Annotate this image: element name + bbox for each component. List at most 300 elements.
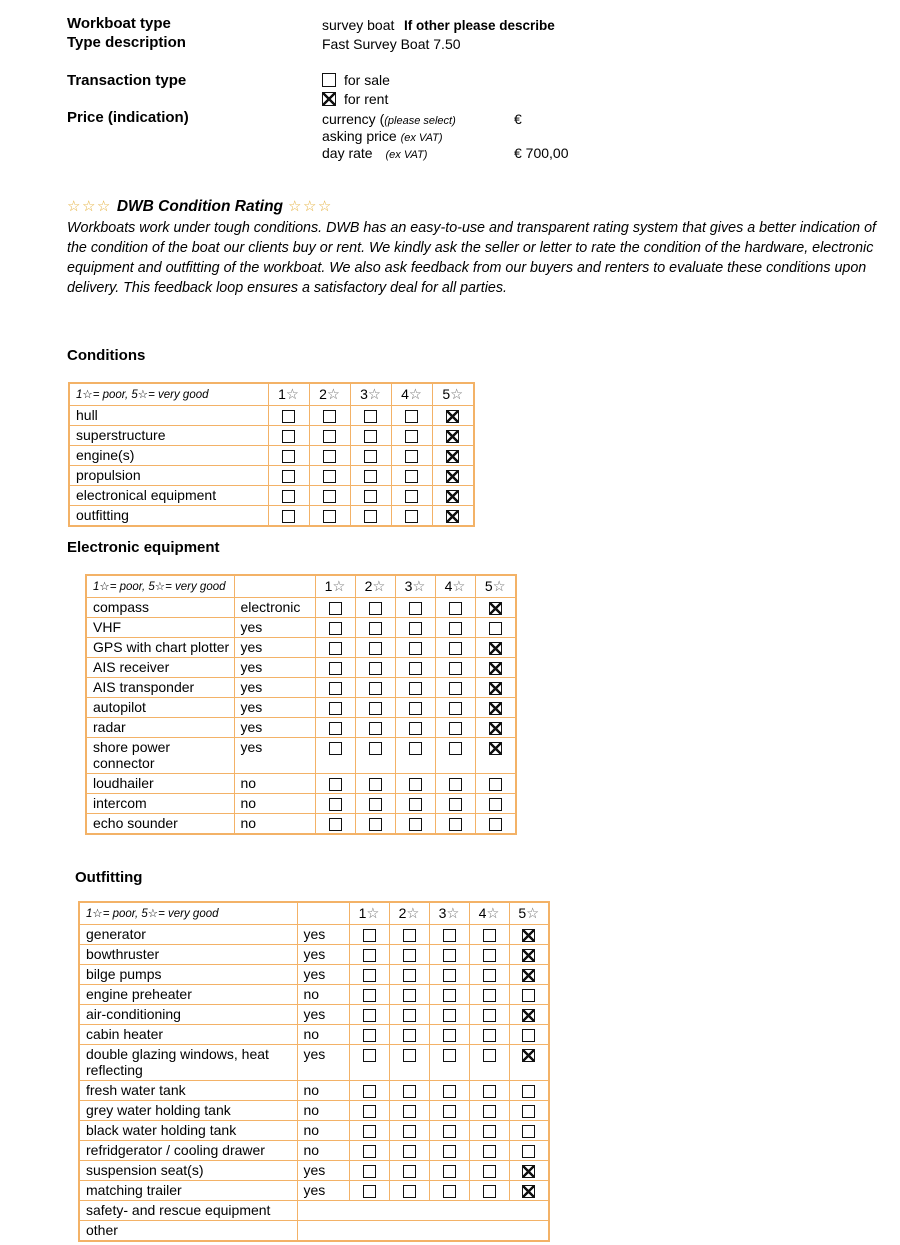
- rating-4-checkbox[interactable]: [449, 742, 462, 755]
- star-icon: ☆: [406, 906, 420, 922]
- row-label: superstructure: [69, 426, 268, 446]
- row-value: no: [297, 1081, 349, 1101]
- rating-5-checkbox[interactable]: [522, 1145, 535, 1158]
- rating-cell: [389, 945, 429, 965]
- rating-5-checkbox[interactable]: [489, 722, 502, 735]
- rating-cell: [349, 1025, 389, 1045]
- rating-4-checkbox[interactable]: [449, 722, 462, 735]
- rating-5-checkbox[interactable]: [446, 450, 459, 463]
- rating-2-checkbox[interactable]: [323, 510, 336, 523]
- rating-cell: [475, 774, 516, 794]
- rating-cell: [475, 638, 516, 658]
- rating-cell: [475, 738, 516, 774]
- rating-2-checkbox[interactable]: [369, 702, 382, 715]
- currency-label: currency (: [322, 111, 385, 127]
- rating-4-checkbox[interactable]: [449, 662, 462, 675]
- rating-1-checkbox[interactable]: [329, 722, 342, 735]
- rating-cell: [355, 658, 395, 678]
- row-label: AIS transponder: [86, 678, 234, 698]
- rating-4-checkbox[interactable]: [405, 410, 418, 423]
- type-description-value: Fast Survey Boat 7.50: [322, 36, 461, 52]
- rating-2-checkbox[interactable]: [323, 430, 336, 443]
- row-value: no: [234, 814, 315, 835]
- row-value: yes: [297, 925, 349, 945]
- rating-cell: [355, 738, 395, 774]
- rating-4-checkbox[interactable]: [483, 1105, 496, 1118]
- rating-cell: [429, 1141, 469, 1161]
- rating-4-checkbox[interactable]: [483, 1029, 496, 1042]
- rating-cell: [391, 506, 432, 527]
- rating-cell: [349, 1005, 389, 1025]
- row-value: yes: [297, 1161, 349, 1181]
- rating-3-checkbox[interactable]: [443, 1105, 456, 1118]
- rating-4-checkbox[interactable]: [405, 430, 418, 443]
- rating-cell: [315, 738, 355, 774]
- rating-1-checkbox[interactable]: [363, 989, 376, 1002]
- rating-2-checkbox[interactable]: [369, 642, 382, 655]
- star-header: [435, 575, 475, 598]
- rating-3-checkbox[interactable]: [443, 1125, 456, 1138]
- rating-3-checkbox[interactable]: [443, 1049, 456, 1062]
- rating-4-checkbox[interactable]: [449, 622, 462, 635]
- rating-cell: [355, 774, 395, 794]
- rating-cell: [309, 446, 350, 466]
- rating-cell: [429, 1181, 469, 1201]
- rating-1-checkbox[interactable]: [363, 929, 376, 942]
- rating-cell: [395, 774, 435, 794]
- rating-3-checkbox[interactable]: [409, 778, 422, 791]
- rating-cell: [429, 1101, 469, 1121]
- row-value: yes: [234, 698, 315, 718]
- table-row: [86, 598, 516, 618]
- rating-cell: [309, 406, 350, 426]
- table-row: [79, 965, 549, 985]
- rating-2-checkbox[interactable]: [369, 818, 382, 831]
- rating-3-checkbox[interactable]: [364, 490, 377, 503]
- for-rent-option: [322, 91, 388, 107]
- rating-4-checkbox[interactable]: [405, 510, 418, 523]
- electronic-equipment-table: [85, 574, 517, 835]
- row-value: no: [234, 774, 315, 794]
- rating-1-checkbox[interactable]: [363, 969, 376, 982]
- rating-1-checkbox[interactable]: [363, 1105, 376, 1118]
- rating-2-checkbox[interactable]: [403, 949, 416, 962]
- rating-4-checkbox[interactable]: [449, 682, 462, 695]
- rating-2-checkbox[interactable]: [403, 929, 416, 942]
- rating-2-checkbox[interactable]: [403, 1009, 416, 1022]
- rating-5-checkbox[interactable]: [522, 1085, 535, 1098]
- star-icon: ☆: [285, 387, 299, 403]
- rating-2-checkbox[interactable]: [369, 722, 382, 735]
- rating-cell: [469, 1081, 509, 1101]
- rating-3-checkbox[interactable]: [443, 1145, 456, 1158]
- rating-1-checkbox[interactable]: [363, 1049, 376, 1062]
- rating-2-checkbox[interactable]: [403, 1145, 416, 1158]
- rating-1-checkbox[interactable]: [282, 450, 295, 463]
- rating-cell: [350, 406, 391, 426]
- rating-cell: [315, 794, 355, 814]
- rating-1-checkbox[interactable]: [329, 642, 342, 655]
- rating-cell: [509, 1025, 549, 1045]
- rating-5-checkbox[interactable]: [522, 1105, 535, 1118]
- star-header-number: 3: [404, 578, 413, 594]
- rating-cell: [509, 1121, 549, 1141]
- rating-4-checkbox[interactable]: [483, 1009, 496, 1022]
- rating-cell: [509, 925, 549, 945]
- rating-3-checkbox[interactable]: [409, 742, 422, 755]
- star-header-number: 4: [401, 386, 409, 402]
- rating-4-checkbox[interactable]: [483, 1185, 496, 1198]
- rating-3-checkbox[interactable]: [364, 410, 377, 423]
- rating-2-checkbox[interactable]: [323, 470, 336, 483]
- rating-5-checkbox[interactable]: [522, 1185, 535, 1198]
- for-sale-checkbox[interactable]: [322, 73, 336, 87]
- rating-5-checkbox[interactable]: [489, 682, 502, 695]
- price-indication-label: Price (indication): [67, 109, 189, 126]
- rating-2-checkbox[interactable]: [369, 778, 382, 791]
- rating-5-checkbox[interactable]: [489, 702, 502, 715]
- rating-5-checkbox[interactable]: [446, 510, 459, 523]
- rating-cell: [429, 965, 469, 985]
- table-row: [79, 1081, 549, 1101]
- row-label: loudhailer: [86, 774, 234, 794]
- rating-3-checkbox[interactable]: [409, 602, 422, 615]
- rating-cell: [350, 506, 391, 527]
- star-header: [268, 383, 309, 406]
- rating-cell: [509, 945, 549, 965]
- rating-cell: [432, 446, 474, 466]
- rating-2-checkbox[interactable]: [403, 1029, 416, 1042]
- rating-3-checkbox[interactable]: [443, 1165, 456, 1178]
- star-icon: ☆: [367, 387, 381, 403]
- rating-3-checkbox[interactable]: [443, 1009, 456, 1022]
- rating-3-checkbox[interactable]: [443, 1085, 456, 1098]
- rating-cell: [475, 598, 516, 618]
- rating-section-title: [67, 197, 333, 216]
- rating-1-checkbox[interactable]: [329, 622, 342, 635]
- rating-2-checkbox[interactable]: [369, 682, 382, 695]
- for-rent-checkbox[interactable]: [322, 92, 336, 106]
- rating-cell: [469, 1045, 509, 1081]
- rating-3-checkbox[interactable]: [443, 989, 456, 1002]
- star-header-number: 5: [442, 386, 451, 402]
- workboat-type-label: Workboat type: [67, 15, 171, 32]
- rating-cell: [349, 1045, 389, 1081]
- rating-3-checkbox[interactable]: [364, 510, 377, 523]
- rating-3-checkbox[interactable]: [443, 1029, 456, 1042]
- row-label: engine preheater: [79, 985, 297, 1005]
- rating-1-checkbox[interactable]: [329, 818, 342, 831]
- rating-cell: [355, 814, 395, 835]
- rating-5-checkbox[interactable]: [446, 490, 459, 503]
- row-label: intercom: [86, 794, 234, 814]
- table-row: [69, 446, 474, 466]
- rating-4-checkbox[interactable]: [449, 778, 462, 791]
- rating-1-checkbox[interactable]: [329, 702, 342, 715]
- rating-5-checkbox[interactable]: [522, 949, 535, 962]
- rating-cell: [432, 426, 474, 446]
- rating-4-checkbox[interactable]: [483, 1125, 496, 1138]
- rating-1-checkbox[interactable]: [329, 778, 342, 791]
- row-label: engine(s): [69, 446, 268, 466]
- row-value: yes: [234, 638, 315, 658]
- rating-cell: [389, 1045, 429, 1081]
- rating-cell: [315, 774, 355, 794]
- rating-cell: [268, 426, 309, 446]
- rating-cell: [429, 1005, 469, 1025]
- rating-2-checkbox[interactable]: [323, 490, 336, 503]
- empty-header-cell: [234, 575, 315, 598]
- rating-2-checkbox[interactable]: [369, 602, 382, 615]
- rating-cell: [349, 1161, 389, 1181]
- conditions-table-container: [68, 382, 475, 527]
- rating-4-checkbox[interactable]: [449, 818, 462, 831]
- table-row: [79, 1141, 549, 1161]
- rating-2-checkbox[interactable]: [369, 662, 382, 675]
- rating-4-checkbox[interactable]: [483, 989, 496, 1002]
- rating-5-checkbox[interactable]: [489, 778, 502, 791]
- rating-cell: [509, 1161, 549, 1181]
- currency-value: €: [514, 111, 522, 127]
- rating-cell: [315, 598, 355, 618]
- table-row: [69, 426, 474, 446]
- rating-5-checkbox[interactable]: [522, 1165, 535, 1178]
- row-label: VHF: [86, 618, 234, 638]
- rating-4-checkbox[interactable]: [405, 450, 418, 463]
- scale-note: 1☆= poor, 5☆= very good: [69, 383, 268, 406]
- rating-1-checkbox[interactable]: [363, 1125, 376, 1138]
- rating-2-checkbox[interactable]: [403, 1185, 416, 1198]
- row-label: safety- and rescue equipment: [79, 1201, 297, 1221]
- rating-cell: [315, 658, 355, 678]
- rating-5-checkbox[interactable]: [522, 1049, 535, 1062]
- table-row: [86, 814, 516, 835]
- rating-cell: [509, 1101, 549, 1121]
- rating-4-checkbox[interactable]: [405, 470, 418, 483]
- rating-4-checkbox[interactable]: [449, 702, 462, 715]
- rating-5-checkbox[interactable]: [489, 662, 502, 675]
- rating-2-checkbox[interactable]: [403, 1165, 416, 1178]
- star-header-number: 4: [444, 578, 453, 594]
- row-label: outfitting: [69, 506, 268, 527]
- rating-cell: [309, 506, 350, 527]
- rating-cell: [350, 426, 391, 446]
- rating-cell: [509, 985, 549, 1005]
- rating-2-checkbox[interactable]: [403, 1085, 416, 1098]
- rating-4-checkbox[interactable]: [449, 798, 462, 811]
- rating-1-checkbox[interactable]: [282, 430, 295, 443]
- rating-cell: [435, 718, 475, 738]
- rating-1-checkbox[interactable]: [329, 742, 342, 755]
- rating-1-checkbox[interactable]: [282, 510, 295, 523]
- if-other-note: If other please describe: [404, 18, 555, 33]
- rating-1-checkbox[interactable]: [363, 1085, 376, 1098]
- rating-cell: [350, 466, 391, 486]
- rating-3-checkbox[interactable]: [409, 682, 422, 695]
- rating-5-checkbox[interactable]: [489, 642, 502, 655]
- rating-cell: [391, 446, 432, 466]
- rating-2-checkbox[interactable]: [403, 1125, 416, 1138]
- rating-3-checkbox[interactable]: [443, 929, 456, 942]
- rating-cell: [268, 506, 309, 527]
- rating-4-checkbox[interactable]: [483, 1049, 496, 1062]
- rating-3-checkbox[interactable]: [443, 1185, 456, 1198]
- rating-5-checkbox[interactable]: [522, 989, 535, 1002]
- rating-cell: [469, 985, 509, 1005]
- rating-1-checkbox[interactable]: [282, 490, 295, 503]
- rating-cell: [389, 1025, 429, 1045]
- rating-5-checkbox[interactable]: [522, 929, 535, 942]
- rating-title: DWB Condition Rating: [116, 198, 283, 215]
- row-label: air-conditioning: [79, 1005, 297, 1025]
- rating-5-checkbox[interactable]: [522, 1009, 535, 1022]
- currency-hint[interactable]: (please select): [384, 115, 456, 127]
- rating-1-checkbox[interactable]: [329, 798, 342, 811]
- row-label: suspension seat(s): [79, 1161, 297, 1181]
- rating-cell: [429, 925, 469, 945]
- table-row: [79, 945, 549, 965]
- rating-2-checkbox[interactable]: [369, 798, 382, 811]
- rating-4-checkbox[interactable]: [449, 642, 462, 655]
- rating-1-checkbox[interactable]: [282, 410, 295, 423]
- rating-4-checkbox[interactable]: [483, 949, 496, 962]
- row-label: GPS with chart plotter: [86, 638, 234, 658]
- rating-cell: [350, 446, 391, 466]
- rating-cell: [435, 678, 475, 698]
- row-value: yes: [297, 1005, 349, 1025]
- rating-cell: [475, 678, 516, 698]
- rating-1-checkbox[interactable]: [363, 1165, 376, 1178]
- rating-5-checkbox[interactable]: [446, 410, 459, 423]
- star-header: [349, 902, 389, 925]
- rating-3-checkbox[interactable]: [364, 450, 377, 463]
- rating-3-checkbox[interactable]: [443, 969, 456, 982]
- rating-4-checkbox[interactable]: [483, 929, 496, 942]
- star-header-number: 2: [398, 905, 407, 921]
- rating-2-checkbox[interactable]: [323, 410, 336, 423]
- row-label: propulsion: [69, 466, 268, 486]
- rating-cell: [429, 1045, 469, 1081]
- rating-cell: [309, 486, 350, 506]
- rating-3-checkbox[interactable]: [409, 622, 422, 635]
- rating-2-checkbox[interactable]: [403, 989, 416, 1002]
- rating-3-checkbox[interactable]: [409, 722, 422, 735]
- rating-3-checkbox[interactable]: [443, 949, 456, 962]
- rating-3-checkbox[interactable]: [409, 702, 422, 715]
- star-header-number: 1: [358, 905, 367, 921]
- rating-5-checkbox[interactable]: [522, 969, 535, 982]
- rating-cell: [432, 506, 474, 527]
- rating-5-checkbox[interactable]: [489, 622, 502, 635]
- rating-3-checkbox[interactable]: [409, 798, 422, 811]
- rating-4-checkbox[interactable]: [483, 1165, 496, 1178]
- asking-price-hint: (ex VAT): [400, 132, 443, 144]
- rating-5-checkbox[interactable]: [489, 602, 502, 615]
- row-label: radar: [86, 718, 234, 738]
- rating-cell: [309, 466, 350, 486]
- rating-cell: [350, 486, 391, 506]
- rating-5-checkbox[interactable]: [446, 430, 459, 443]
- scale-note: 1☆= poor, 5☆= very good: [79, 902, 297, 925]
- currency-row: [322, 111, 456, 127]
- table-row: [86, 658, 516, 678]
- rating-1-checkbox[interactable]: [363, 1185, 376, 1198]
- rating-cell: [395, 794, 435, 814]
- row-label: echo sounder: [86, 814, 234, 835]
- rating-1-checkbox[interactable]: [329, 602, 342, 615]
- rating-cell: [469, 1161, 509, 1181]
- rating-cell: [469, 1121, 509, 1141]
- row-label: grey water holding tank: [79, 1101, 297, 1121]
- rating-2-checkbox[interactable]: [369, 622, 382, 635]
- rating-2-checkbox[interactable]: [403, 1105, 416, 1118]
- star-header-number: 1: [278, 386, 286, 402]
- rating-5-checkbox[interactable]: [489, 798, 502, 811]
- rating-cell: [509, 1005, 549, 1025]
- table-row: [69, 506, 474, 527]
- table-row: [86, 738, 516, 774]
- rating-3-checkbox[interactable]: [409, 662, 422, 675]
- rating-1-checkbox[interactable]: [363, 1029, 376, 1042]
- rating-1-checkbox[interactable]: [363, 1145, 376, 1158]
- star-header: [315, 575, 355, 598]
- rating-4-checkbox[interactable]: [483, 969, 496, 982]
- rating-2-checkbox[interactable]: [323, 450, 336, 463]
- rating-5-checkbox[interactable]: [522, 1029, 535, 1042]
- rating-cell: [509, 965, 549, 985]
- star-icon: ☆: [452, 579, 466, 595]
- rating-4-checkbox[interactable]: [483, 1085, 496, 1098]
- rating-cell: [315, 698, 355, 718]
- star-header: [389, 902, 429, 925]
- rating-5-checkbox[interactable]: [489, 818, 502, 831]
- table-header-row: [79, 902, 549, 925]
- table-row: [79, 985, 549, 1005]
- rating-cell: [315, 814, 355, 835]
- rating-4-checkbox[interactable]: [483, 1145, 496, 1158]
- rating-1-checkbox[interactable]: [282, 470, 295, 483]
- asking-price-row: [322, 128, 443, 144]
- rating-2-checkbox[interactable]: [403, 969, 416, 982]
- rating-4-checkbox[interactable]: [449, 602, 462, 615]
- star-icon: ☆: [450, 387, 464, 403]
- rating-1-checkbox[interactable]: [363, 949, 376, 962]
- rating-cell: [315, 638, 355, 658]
- rating-cell: [315, 718, 355, 738]
- rating-5-checkbox[interactable]: [522, 1125, 535, 1138]
- star-header: [429, 902, 469, 925]
- rating-3-checkbox[interactable]: [364, 430, 377, 443]
- empty-span-cell: [297, 1201, 549, 1221]
- rating-1-checkbox[interactable]: [329, 682, 342, 695]
- rating-cell: [268, 466, 309, 486]
- rating-5-checkbox[interactable]: [446, 470, 459, 483]
- rating-4-checkbox[interactable]: [405, 490, 418, 503]
- rating-5-checkbox[interactable]: [489, 742, 502, 755]
- rating-3-checkbox[interactable]: [364, 470, 377, 483]
- rating-1-checkbox[interactable]: [329, 662, 342, 675]
- rating-2-checkbox[interactable]: [403, 1049, 416, 1062]
- rating-3-checkbox[interactable]: [409, 642, 422, 655]
- star-icon: ☆: [408, 387, 422, 403]
- table-row: [79, 1161, 549, 1181]
- rating-1-checkbox[interactable]: [363, 1009, 376, 1022]
- rating-cell: [435, 638, 475, 658]
- rating-3-checkbox[interactable]: [409, 818, 422, 831]
- rating-cell: [389, 925, 429, 945]
- rating-cell: [469, 1141, 509, 1161]
- rating-2-checkbox[interactable]: [369, 742, 382, 755]
